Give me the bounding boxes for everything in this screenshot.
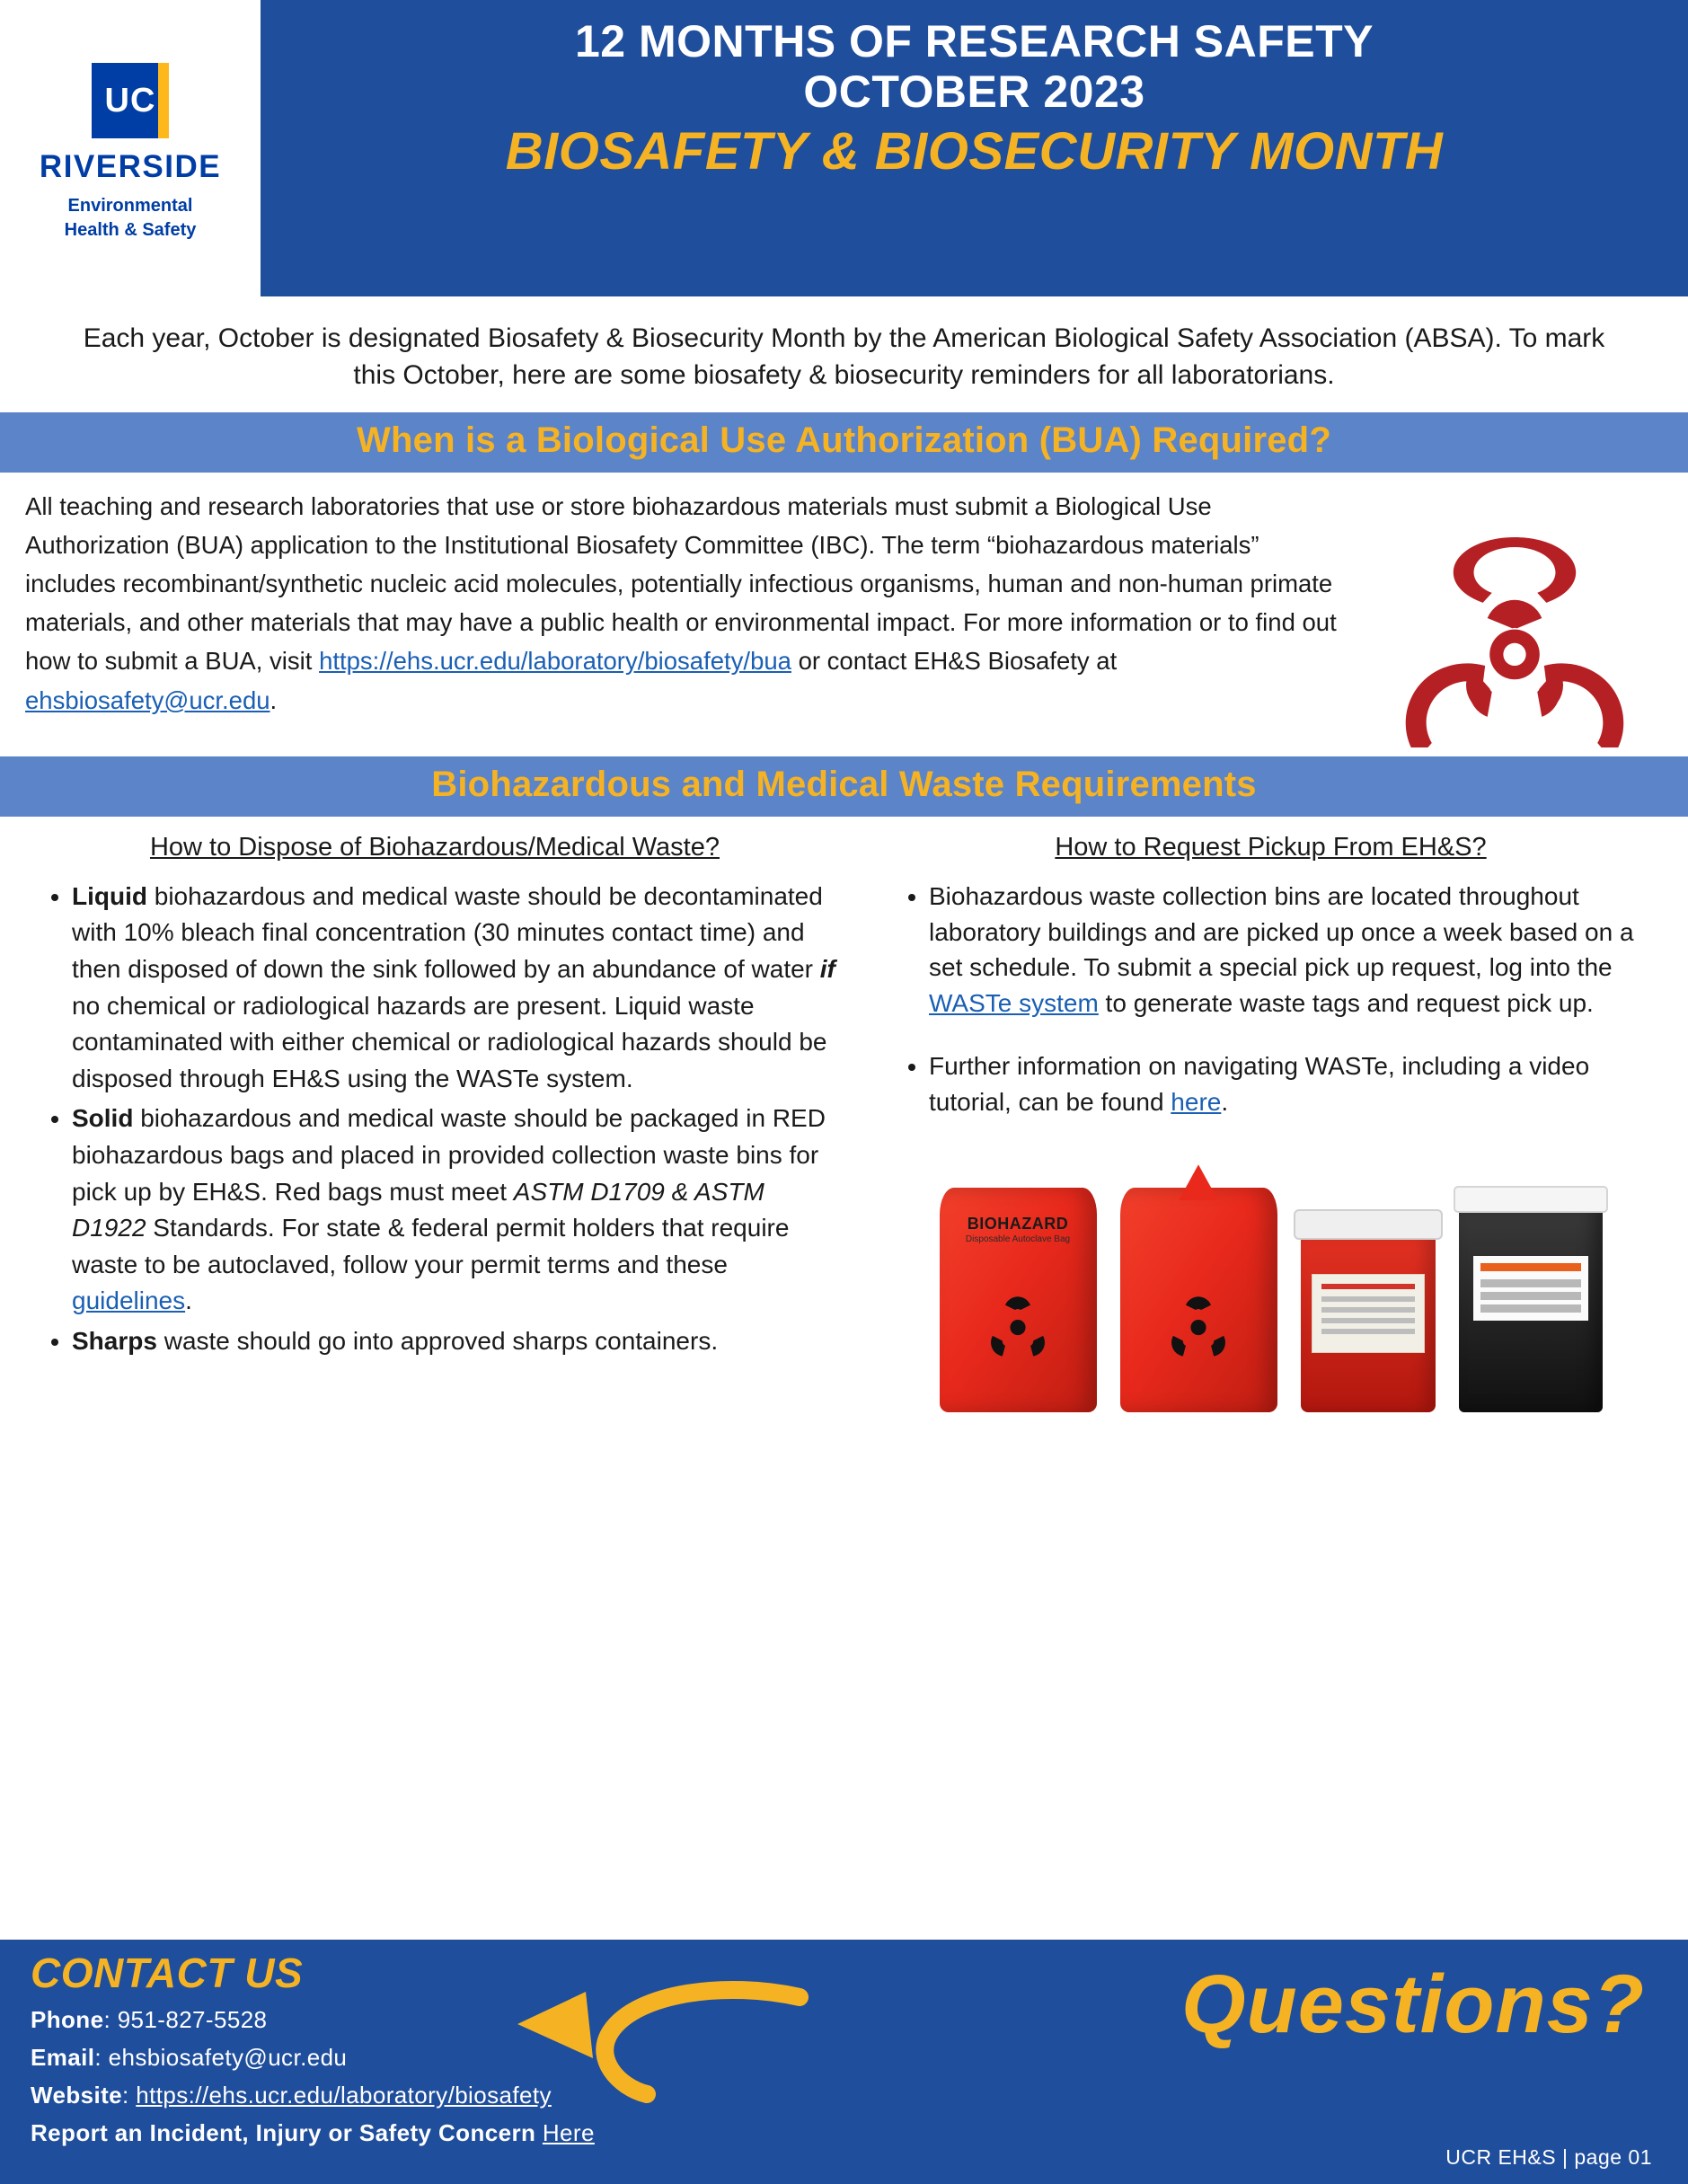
header-title-block xyxy=(261,0,1688,296)
guidelines-link[interactable]: guidelines xyxy=(72,1287,186,1315)
biohazard-symbol-icon xyxy=(1366,487,1663,747)
bullet-text-a: waste should go into approved sharps containers. xyxy=(156,1326,719,1355)
waste-disposal-list xyxy=(25,879,844,1360)
biohazard-icon xyxy=(1163,1291,1233,1366)
sharps-label xyxy=(1312,1274,1425,1353)
waste-section xyxy=(0,817,1688,1413)
incident-here-link[interactable]: Here xyxy=(542,2118,595,2146)
bullet-text-b: no chemical or radiological hazards are present. Liquid waste contaminated with either chemical or radiological hazards should be disposed through EH&S using the WASTe system. xyxy=(72,991,827,1092)
bua-body-part3: . xyxy=(270,685,278,714)
curved-arrow-icon xyxy=(503,1972,809,2138)
incident-label: Report an Incident, Injury or Safety Concern xyxy=(31,2118,543,2146)
red-sharps-container xyxy=(1301,1233,1436,1412)
report-incident xyxy=(31,2119,1657,2147)
contact-us-title: CONTACT US xyxy=(31,1950,304,1996)
list-item xyxy=(929,879,1659,1021)
waste-system-link[interactable]: WASTe system xyxy=(929,989,1099,1018)
bua-body-part1: All teaching and research laboratories that use or store biohazardous materials must submit a Biological Use Authorization (BUA) application to the Institutional Biosafety Committee (IBC). The term “biohazardous materials” includes recombinant/synthetic nucleic acid molecules, potentially infectious organisms, human and non-human primate materials, and other materials that may have a public health or environmental impact. For more information or to find out how to submit a BUA, visit xyxy=(25,491,1337,676)
waste-pickup-heading: How to Request Pickup From EH&S? xyxy=(1055,832,1487,862)
website-label: Website xyxy=(31,2081,123,2109)
bag-sublabel: Disposable Autoclave Bag xyxy=(965,1234,1071,1245)
waste-disposal-heading: How to Dispose of Biohazardous/Medical Waste? xyxy=(149,832,720,862)
questions-text: Questions? xyxy=(1180,1959,1645,2050)
bullet-italic-if: if xyxy=(819,954,835,983)
page-title-line2: OCTOBER 2023 xyxy=(803,66,1145,117)
logo-department xyxy=(65,194,197,243)
red-biohazard-bag xyxy=(940,1188,1097,1412)
logo-dept-line1: Environmental xyxy=(67,196,193,216)
section-heading-bua: When is a Biological Use Authorization (BUA) Required? xyxy=(0,412,1688,473)
bullet-text-a: Further information on navigating WASTe, including a video tutorial, can be found xyxy=(929,1051,1590,1116)
bullet-text-b: . xyxy=(1221,1087,1229,1116)
page-number: UCR EH&S | page 01 xyxy=(1445,2145,1652,2169)
bullet-text-a: biohazardous and medical waste should be packaged in RED biohazardous bags and placed in provided collection waste bins for pick up by EH&S. Red bags must meet xyxy=(72,1104,826,1206)
email-label: Email xyxy=(31,2043,95,2071)
phone-value: : 951-827-5528 xyxy=(103,2005,268,2033)
bullet-text-c: . xyxy=(185,1287,192,1315)
list-item xyxy=(929,1048,1659,1120)
page-footer xyxy=(0,1940,1688,2184)
contact-website xyxy=(31,2082,1657,2109)
list-item xyxy=(72,879,844,1098)
email-value: : ehsbiosafety@ucr.edu xyxy=(94,2043,348,2071)
bullet-text-b: Standards. For state & federal permit holders that require waste to be autoclaved, follow your permit terms and these xyxy=(72,1214,790,1278)
bag-label: BIOHAZARD xyxy=(967,1215,1069,1233)
bullet-lead-liquid: Liquid xyxy=(72,881,147,910)
section-heading-waste: Biohazardous and Medical Waste Requirements xyxy=(0,756,1688,817)
bullet-lead-solid: Solid xyxy=(72,1104,134,1133)
bullet-text-b: to generate waste tags and request pick up. xyxy=(1098,989,1594,1018)
page-header xyxy=(0,0,1688,296)
bua-link[interactable]: https://ehs.ucr.edu/laboratory/biosafety/bua xyxy=(319,647,791,676)
waste-container-images xyxy=(882,1152,1659,1412)
sharps-label xyxy=(1473,1256,1588,1321)
bullet-italic-astm: ASTM D1709 & ASTM D1922 xyxy=(72,1177,764,1242)
logo-dept-line2: Health & Safety xyxy=(64,220,197,240)
list-item xyxy=(72,1101,844,1320)
bullet-text-a: Biohazardous waste collection bins are located throughout laboratory buildings and are picked up once a week based on a set schedule. To submit a special pick up request, log into the xyxy=(929,881,1634,982)
biosafety-email-link[interactable]: ehsbiosafety@ucr.edu xyxy=(25,685,270,714)
list-item xyxy=(72,1323,844,1360)
page-title-line3: BIOSAFETY & BIOSECURITY MONTH xyxy=(505,122,1444,181)
bullet-lead-sharps: Sharps xyxy=(72,1326,157,1355)
waste-disposal-column xyxy=(14,826,859,1413)
logo-riverside-text: RIVERSIDE xyxy=(39,149,222,184)
waste-pickup-list xyxy=(882,879,1659,1120)
bua-section xyxy=(0,473,1688,756)
red-biohazard-bag-tied xyxy=(1120,1188,1277,1412)
bua-body-part2: or contact EH&S Biosafety at xyxy=(791,647,1118,676)
page-title-line1: 12 MONTHS OF RESEARCH SAFETY xyxy=(574,16,1374,66)
uc-logo-mark: UC xyxy=(92,63,169,138)
biohazard-icon xyxy=(983,1291,1053,1366)
waste-pickup-column xyxy=(859,826,1674,1413)
phone-label: Phone xyxy=(31,2005,104,2033)
bullet-text-a: biohazardous and medical waste should be decontaminated with 10% bleach final concentration (30 minutes contact time) and then disposed of down the sink followed by an abundance of water xyxy=(72,881,823,983)
website-link[interactable]: https://ehs.ucr.edu/laboratory/biosafety xyxy=(136,2081,552,2109)
intro-paragraph: Each year, October is designated Biosafety & Biosecurity Month by the American Biological Safety Association (ABSA). To mark this October, here are some biosafety & biosecurity reminders for all laboratorians. xyxy=(83,323,1605,391)
website-separator: : xyxy=(122,2081,137,2109)
black-sharps-container xyxy=(1459,1206,1603,1412)
ucr-logo xyxy=(0,0,261,296)
here-link[interactable]: here xyxy=(1171,1087,1222,1116)
bua-body xyxy=(25,487,1366,747)
